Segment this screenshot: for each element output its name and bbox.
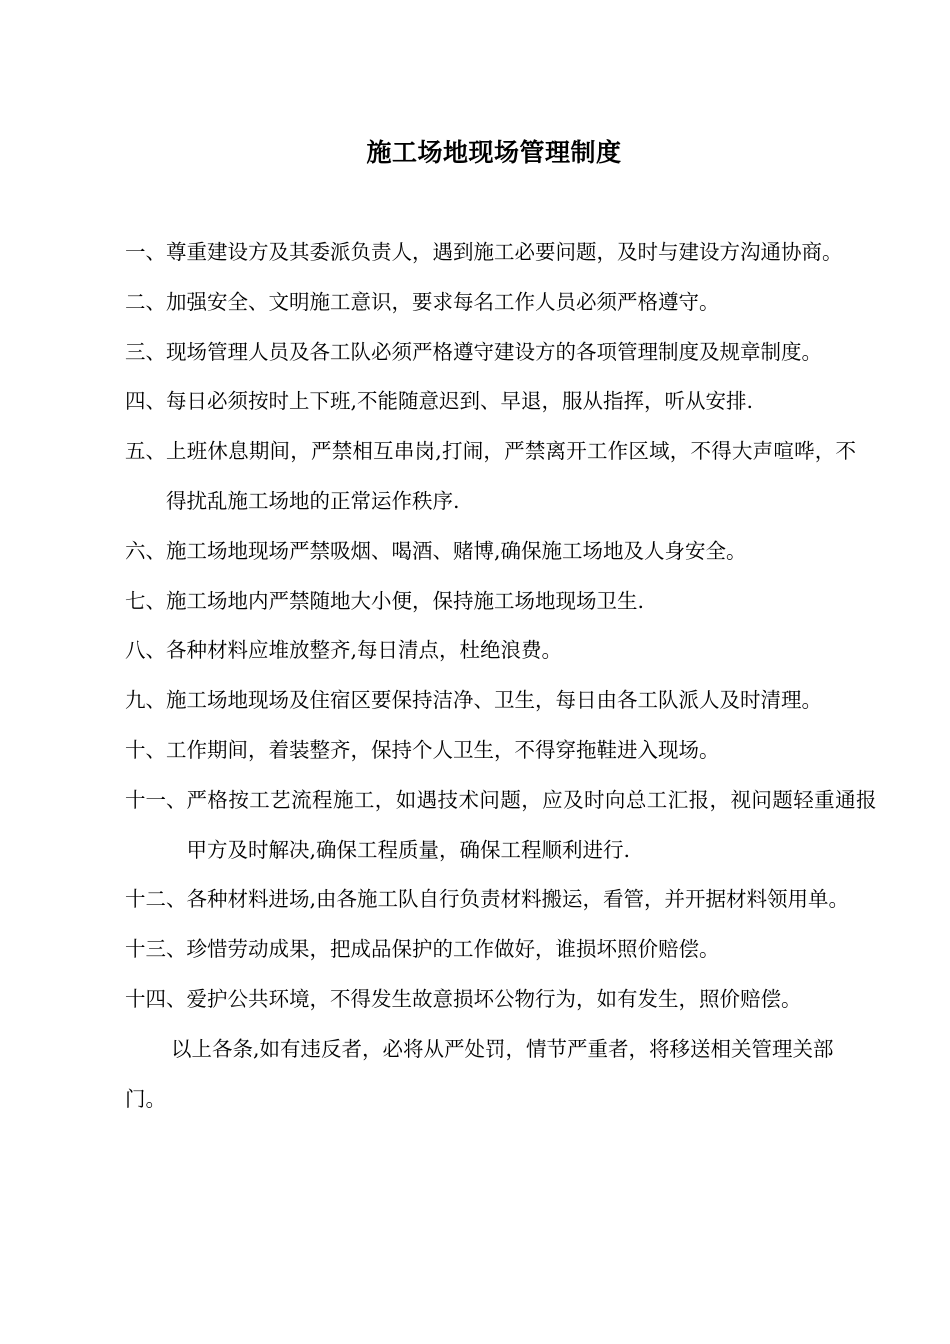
rule-item-8 (125, 626, 885, 676)
rule-number: 三、 (125, 339, 166, 364)
rule-text: 上班休息期间，严禁相互串岗,打闹，严禁离开工作区域，不得大声喧哗，不得扰乱施工场地的正常运作秩序. (166, 439, 856, 513)
rule-number: 八、 (125, 638, 166, 663)
rule-number: 十一、 (125, 787, 187, 812)
rule-number: 七、 (125, 588, 166, 613)
rule-item-6 (125, 527, 885, 577)
rule-item-10 (125, 726, 885, 776)
document-title: 施工场地现场管理制度 (366, 138, 622, 167)
rule-number: 二、 (125, 289, 166, 314)
closing-item (125, 1025, 885, 1125)
rule-text: 每日必须按时上下班,不能随意迟到、早退，服从指挥，听从安排. (166, 389, 754, 414)
rule-text: 施工场地现场严禁吸烟、喝酒、赌博,确保施工场地及人身安全。 (166, 538, 747, 563)
rules-list (125, 228, 885, 1124)
rule-item-7 (125, 577, 885, 627)
rule-item-4 (125, 377, 885, 427)
rule-item-3 (125, 328, 885, 378)
rule-text: 尊重建设方及其委派负责人，遇到施工必要问题，及时与建设方沟通协商。 (166, 240, 843, 264)
rule-number: 四、 (125, 389, 166, 414)
rule-item-5 (125, 427, 885, 527)
rule-text: 各种材料进场,由各施工队自行负责材料搬运，看管，并开据材料领用单。 (186, 887, 850, 912)
rule-text: 爱护公共环境，不得发生故意损坏公物行为，如有发生，照价赔偿。 (186, 986, 802, 1011)
rule-text: 各种材料应堆放整齐,每日清点，杜绝浪费。 (166, 638, 563, 663)
rule-number: 一、 (125, 240, 166, 264)
rule-number: 十二、 (125, 887, 187, 912)
rule-text: 严格按工艺流程施工，如遇技术问题，应及时向总工汇报，视问题轻重通报甲方及时解决,确保工程质量，确保工程顺利进行. (186, 787, 877, 862)
rule-number: 九、 (125, 688, 166, 713)
rule-text: 珍惜劳动成果，把成品保护的工作做好，谁损坏照价赔偿。 (186, 937, 720, 962)
rule-item-2 (125, 278, 885, 328)
rule-number: 十、 (125, 737, 166, 762)
rule-number: 十四、 (125, 986, 187, 1011)
rule-text: 现场管理人员及各工队必须严格遵守建设方的各项管理制度及规章制度。 (166, 339, 822, 364)
rule-text: 加强安全、文明施工意识，要求每名工作人员必须严格遵守。 (166, 289, 720, 314)
rule-item-13 (125, 925, 885, 975)
rule-number: 六、 (125, 538, 166, 563)
rule-text: 工作期间，着装整齐，保持个人卫生，不得穿拖鞋进入现场。 (166, 737, 720, 762)
rule-number: 十三、 (125, 937, 187, 962)
closing-paragraph: 以上各条,如有违反者，必将从严处罚，情节严重者，将移送相关管理关部门。 (125, 1036, 834, 1111)
rule-item-12 (125, 875, 885, 925)
rule-item-14 (125, 975, 885, 1025)
rule-item-9 (125, 676, 885, 726)
rule-item-1 (125, 228, 885, 278)
rule-text: 施工场地现场及住宿区要保持洁净、卫生，每日由各工队派人及时清理。 (166, 688, 822, 713)
rule-item-11 (125, 776, 885, 876)
rule-number: 五、 (125, 439, 166, 464)
rule-text: 施工场地内严禁随地大小便，保持施工场地现场卫生. (166, 588, 645, 613)
